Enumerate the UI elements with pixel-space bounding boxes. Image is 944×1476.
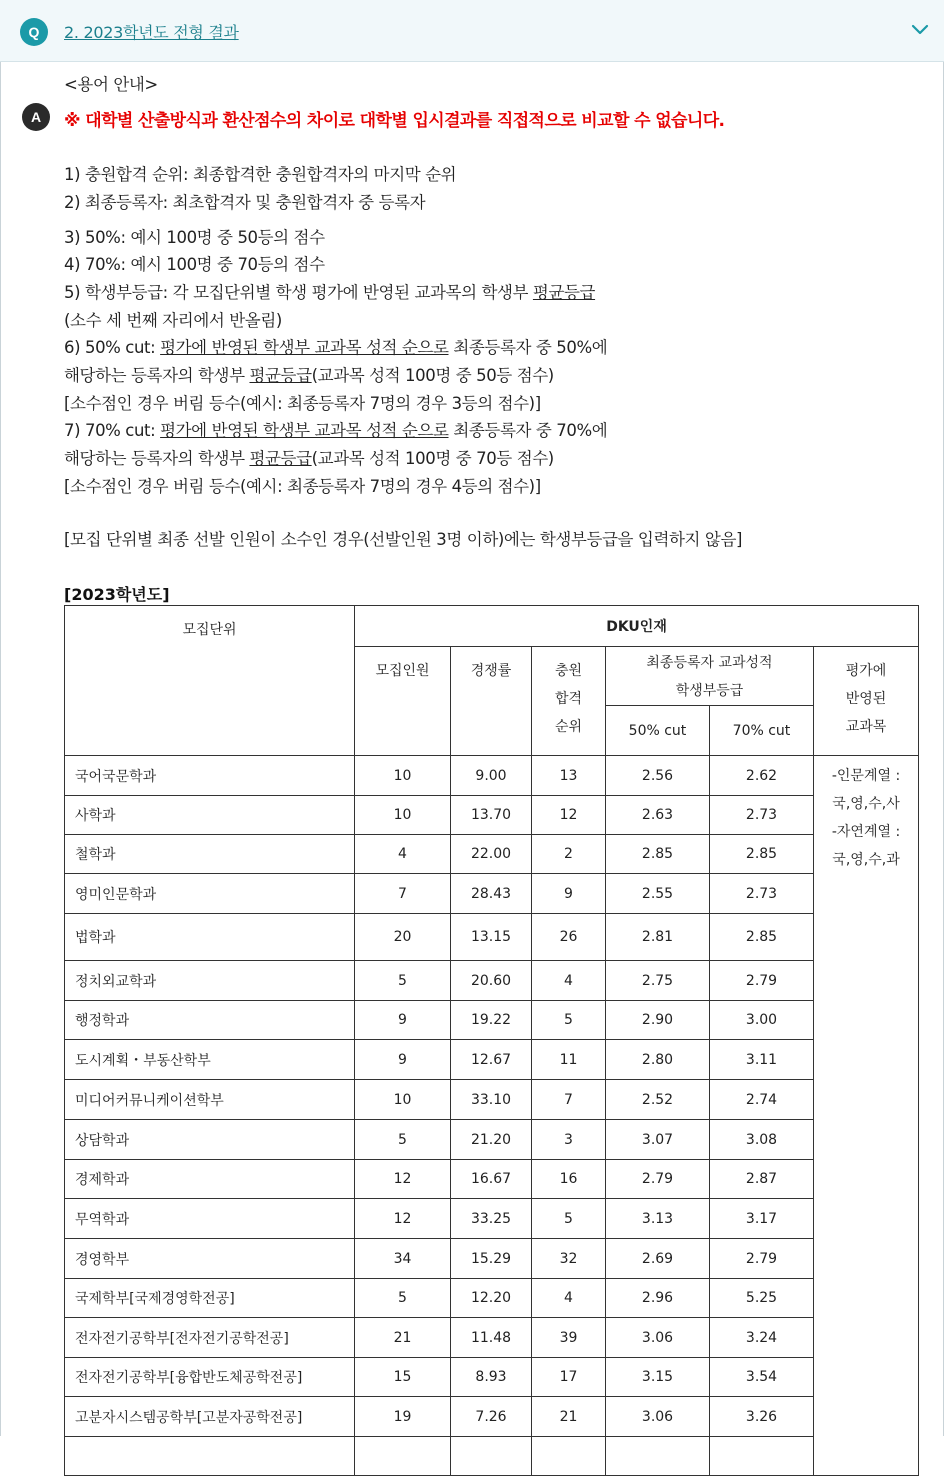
unit-name-cell: 경영학부	[65, 1239, 355, 1279]
rank-cell: 3	[532, 1120, 606, 1160]
definition-3: 3) 50%: 예시 100명 중 50등의 점수	[64, 228, 325, 247]
unit-name-cell: 경제학과	[65, 1160, 355, 1199]
header-cut50: 50% cut	[606, 706, 710, 756]
table-row	[65, 961, 919, 1001]
table-row	[65, 1318, 919, 1358]
quota-cell: 34	[355, 1239, 451, 1279]
cut50-cell: 2.85	[606, 835, 710, 874]
ratio-cell: 11.48	[451, 1318, 532, 1358]
unit-name-cell: 영미인문학과	[65, 874, 355, 914]
chevron-down-icon[interactable]	[910, 22, 930, 38]
cut50-cell: 2.80	[606, 1040, 710, 1080]
cut50-cell: 3.07	[606, 1120, 710, 1160]
cut50-cell: 2.81	[606, 914, 710, 961]
definition-6-note: [소수점인 경우 버림 등수(예시: 최종등록자 7명의 경우 3등의 점수)]	[64, 394, 541, 413]
cut50-cell: 2.75	[606, 961, 710, 1001]
quota-cell: 12	[355, 1160, 451, 1199]
cut50-cell: 3.15	[606, 1358, 710, 1397]
ratio-cell: 16.67	[451, 1160, 532, 1199]
rank-cell: 21	[532, 1397, 606, 1437]
cut70-cell: 3.54	[710, 1358, 814, 1397]
unit-name-cell: 고분자시스템공학부[고분자공학전공]	[65, 1397, 355, 1437]
rank-cell: 2	[532, 835, 606, 874]
unit-name-cell: 도시계획・부동산학부	[65, 1040, 355, 1080]
table-row	[65, 1120, 919, 1160]
quota-cell: 9	[355, 1040, 451, 1080]
rank-cell: 13	[532, 756, 606, 796]
ratio-cell: 13.15	[451, 914, 532, 961]
quota-cell: 19	[355, 1397, 451, 1437]
table-row	[65, 1160, 919, 1199]
cut70-cell: 2.85	[710, 835, 814, 874]
cut70-cell: 2.85	[710, 914, 814, 961]
ratio-cell: 13.70	[451, 796, 532, 835]
cut50-cell: 2.52	[606, 1080, 710, 1120]
header-dku: DKU인재	[355, 606, 919, 647]
ratio-cell: 22.00	[451, 835, 532, 874]
header-quota: 모집인원	[355, 647, 451, 756]
definition-7-cont: 해당하는 등록자의 학생부 평균등급(교과목 성적 100명 중 70등 점수)	[64, 449, 554, 468]
rank-cell: 4	[532, 1279, 606, 1318]
quota-cell: 10	[355, 1080, 451, 1120]
header-rank: 충원 합격 순위	[532, 647, 606, 756]
table-row	[65, 1279, 919, 1318]
year-label: [2023학년도]	[64, 585, 170, 604]
rank-cell: 26	[532, 914, 606, 961]
cut70-cell: 3.08	[710, 1120, 814, 1160]
results-body	[65, 756, 919, 1476]
table-row	[65, 756, 919, 796]
ratio-cell: 12.20	[451, 1279, 532, 1318]
question-title[interactable]: 2. 2023학년도 전형 결과	[64, 23, 239, 42]
unit-name-cell: 국제학부[국제경영학전공]	[65, 1279, 355, 1318]
table-row	[65, 1358, 919, 1397]
cut50-cell: 3.06	[606, 1397, 710, 1437]
unit-name-cell: 국어국문학과	[65, 756, 355, 796]
header-grade: 최종등록자 교과성적 학생부등급	[606, 647, 814, 706]
rank-cell: 39	[532, 1318, 606, 1358]
table-row	[65, 1080, 919, 1120]
subjects-remark: -인문계열 : 국,영,수,사 -자연계열 : 국,영,수,과	[814, 756, 919, 1476]
answer-badge: A	[22, 103, 50, 131]
ratio-cell: 12.67	[451, 1040, 532, 1080]
cut50-cell: 2.69	[606, 1239, 710, 1279]
ratio-cell: 28.43	[451, 874, 532, 914]
definition-6: 6) 50% cut: 평가에 반영된 학생부 교과목 성적 순으로 최종등록자 중 50%에	[64, 338, 608, 357]
rank-cell: 16	[532, 1160, 606, 1199]
quota-cell: 9	[355, 1001, 451, 1040]
table-row	[65, 874, 919, 914]
quota-cell: 4	[355, 835, 451, 874]
header-unit: 모집단위	[65, 606, 355, 756]
cut70-cell: 2.74	[710, 1080, 814, 1120]
cut70-cell: 3.11	[710, 1040, 814, 1080]
quota-cell: 21	[355, 1318, 451, 1358]
ratio-cell: 20.60	[451, 961, 532, 1001]
table-row	[65, 914, 919, 961]
header-ratio: 경쟁률	[451, 647, 532, 756]
quota-cell: 15	[355, 1358, 451, 1397]
quota-cell: 20	[355, 914, 451, 961]
unit-name-cell: 상담학과	[65, 1120, 355, 1160]
rank-cell: 11	[532, 1040, 606, 1080]
table-row	[65, 1040, 919, 1080]
cut70-cell: 3.00	[710, 1001, 814, 1040]
header-cut70: 70% cut	[710, 706, 814, 756]
cut70-cell: 3.26	[710, 1397, 814, 1437]
quota-cell: 10	[355, 796, 451, 835]
table-row	[65, 835, 919, 874]
ratio-cell: 19.22	[451, 1001, 532, 1040]
unit-name-cell: 법학과	[65, 914, 355, 961]
quota-cell: 7	[355, 874, 451, 914]
cut50-cell: 2.55	[606, 874, 710, 914]
unit-name-cell: 정치외교학과	[65, 961, 355, 1001]
quota-cell: 12	[355, 1199, 451, 1239]
unit-name-cell: 전자전기공학부[융합반도체공학전공]	[65, 1358, 355, 1397]
rank-cell: 32	[532, 1239, 606, 1279]
rank-cell: 17	[532, 1358, 606, 1397]
cut70-cell: 2.73	[710, 796, 814, 835]
unit-name-cell: 행정학과	[65, 1001, 355, 1040]
cut50-cell: 2.56	[606, 756, 710, 796]
quota-cell: 5	[355, 961, 451, 1001]
selection-note: [모집 단위별 최종 선발 인원이 소수인 경우(선발인원 3명 이하)에는 학생부등급을 입력하지 않음]	[64, 530, 743, 549]
table-row	[65, 1199, 919, 1239]
cut50-cell: 3.06	[606, 1318, 710, 1358]
cut70-cell: 3.17	[710, 1199, 814, 1239]
rank-cell: 7	[532, 1080, 606, 1120]
cut70-cell: 2.87	[710, 1160, 814, 1199]
ratio-cell: 33.10	[451, 1080, 532, 1120]
unit-name-cell: 사학과	[65, 796, 355, 835]
cut50-cell: 2.63	[606, 796, 710, 835]
rank-cell: 9	[532, 874, 606, 914]
ratio-cell: 21.20	[451, 1120, 532, 1160]
question-badge: Q	[20, 18, 48, 46]
definition-6-cont: 해당하는 등록자의 학생부 평균등급(교과목 성적 100명 중 50등 점수)	[64, 366, 554, 385]
ratio-cell: 7.26	[451, 1397, 532, 1437]
ratio-cell: 8.93	[451, 1358, 532, 1397]
unit-name-cell: 전자전기공학부[전자전기공학전공]	[65, 1318, 355, 1358]
cut50-cell: 2.96	[606, 1279, 710, 1318]
ratio-cell: 15.29	[451, 1239, 532, 1279]
table-row	[65, 1397, 919, 1437]
rank-cell: 12	[532, 796, 606, 835]
cut50-cell: 2.79	[606, 1160, 710, 1199]
cut70-cell: 3.24	[710, 1318, 814, 1358]
cut70-cell: 2.73	[710, 874, 814, 914]
definition-1: 1) 충원합격 순위: 최종합격한 충원합격자의 마지막 순위	[64, 165, 457, 184]
warning-text: ※ 대학별 산출방식과 환산점수의 차이로 대학별 입시결과를 직접적으로 비교할 수 없습니다.	[64, 111, 725, 131]
definition-7: 7) 70% cut: 평가에 반영된 학생부 교과목 성적 순으로 최종등록자 중 70%에	[64, 421, 608, 440]
terms-heading: <용어 안내>	[64, 75, 158, 94]
quota-cell: 5	[355, 1120, 451, 1160]
ratio-cell: 33.25	[451, 1199, 532, 1239]
cut70-cell: 2.79	[710, 961, 814, 1001]
quota-cell: 5	[355, 1279, 451, 1318]
table-row	[65, 796, 919, 835]
rank-cell: 4	[532, 961, 606, 1001]
unit-name-cell: 미디어커뮤니케이션학부	[65, 1080, 355, 1120]
cut70-cell: 5.25	[710, 1279, 814, 1318]
header-subjects: 평가에 반영된 교과목	[814, 647, 919, 756]
definition-4: 4) 70%: 예시 100명 중 70등의 점수	[64, 255, 325, 274]
table-row	[65, 1001, 919, 1040]
definition-7-note: [소수점인 경우 버림 등수(예시: 최종등록자 7명의 경우 4등의 점수)]	[64, 477, 541, 496]
definition-5: 5) 학생부등급: 각 모집단위별 학생 평가에 반영된 교과목의 학생부 평균등급	[64, 283, 596, 302]
cut70-cell: 2.79	[710, 1239, 814, 1279]
rank-cell: 5	[532, 1199, 606, 1239]
table-row-partial	[65, 1437, 919, 1476]
rank-cell: 5	[532, 1001, 606, 1040]
definition-5-note: (소수 세 번째 자리에서 반올림)	[64, 311, 282, 330]
cut70-cell: 2.62	[710, 756, 814, 796]
quota-cell: 10	[355, 756, 451, 796]
results-table	[64, 605, 919, 1476]
question-header[interactable]	[0, 0, 944, 62]
unit-name-cell: 무역학과	[65, 1199, 355, 1239]
definition-2: 2) 최종등록자: 최초합격자 및 충원합격자 중 등록자	[64, 193, 426, 212]
unit-name-cell: 철학과	[65, 835, 355, 874]
table-row	[65, 1239, 919, 1279]
cut50-cell: 2.90	[606, 1001, 710, 1040]
cut50-cell: 3.13	[606, 1199, 710, 1239]
ratio-cell: 9.00	[451, 756, 532, 796]
